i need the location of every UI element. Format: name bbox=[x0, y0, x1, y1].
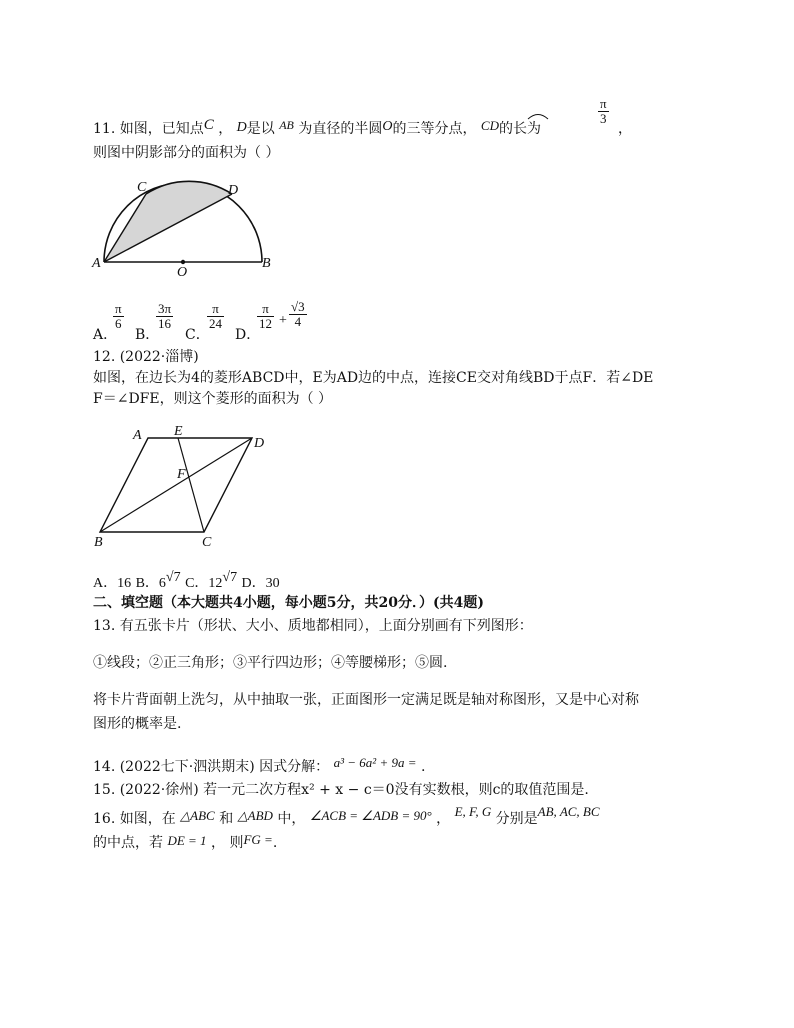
q11-option-d-frac2 bbox=[289, 300, 307, 329]
q11-text-4: 的三等分点， bbox=[392, 121, 477, 137]
q11-comma: ， bbox=[218, 121, 233, 137]
q11-d-den1: 12 bbox=[259, 316, 272, 331]
q11-text-2: 是以 bbox=[246, 121, 275, 137]
q16-text-2: 和 bbox=[219, 811, 234, 827]
q12-line2: F＝∠DFE，则这个菱形的面积为（ ） bbox=[93, 391, 333, 407]
q11-point-c: C bbox=[203, 117, 214, 133]
q12-option-d: D．30 bbox=[241, 576, 280, 591]
q11-option-a-frac bbox=[113, 302, 124, 331]
q12-option-b: B．6 bbox=[135, 576, 166, 591]
q11-option-c: C． bbox=[185, 327, 210, 343]
q13-line3: 将卡片背面朝上洗匀，从中抽取一张，正面图形一定满足既是轴对称图形，又是中心对称 bbox=[93, 692, 639, 708]
fig12-label-f: F bbox=[177, 467, 186, 482]
q13-line2: ①线段；②正三角形；③平行四边形；④等腰梯形；⑤圆. bbox=[93, 655, 448, 671]
q11-a-den: 6 bbox=[113, 316, 124, 331]
q16-line2 bbox=[93, 832, 277, 852]
section-2-heading: 二、填空题（本大题共4小题，每小题5分，共20分．）(共4题) bbox=[93, 595, 484, 611]
fig12-label-c: C bbox=[202, 535, 212, 550]
q16-triangle-abc: △ABC bbox=[180, 808, 215, 823]
fig11-label-o: O bbox=[177, 265, 188, 278]
q11-option-c-frac bbox=[207, 302, 224, 331]
q11-a-num: π bbox=[115, 301, 122, 316]
q11-frac-den: 3 bbox=[598, 111, 609, 126]
fig12-label-d: D bbox=[254, 436, 265, 451]
fig12-label-a: A bbox=[133, 428, 142, 443]
q12-options bbox=[93, 572, 280, 592]
q11-d-den2: 4 bbox=[289, 314, 307, 329]
q16-text-3: 中， bbox=[277, 811, 306, 827]
q11-text-3: 为直径的半圆 bbox=[298, 121, 383, 137]
q11-semicircle-figure bbox=[88, 178, 278, 278]
q11-text-1: 如图，已知点 bbox=[119, 121, 204, 137]
q16-segments: AB, AC, BC bbox=[537, 804, 600, 819]
q11-point-d: D bbox=[236, 120, 247, 135]
q16-fg: FG = bbox=[243, 832, 273, 847]
q11-text-5: 的长为 bbox=[498, 121, 541, 137]
arc-mark-icon bbox=[527, 112, 549, 120]
q14-text: 14. (2022七下·泗洪期末) 因式分解： bbox=[93, 759, 330, 775]
q14-end: . bbox=[420, 759, 426, 775]
q16-text-6: 的中点，若 bbox=[93, 835, 163, 851]
q11-d-num1: π bbox=[262, 301, 269, 316]
q11-b-den: 16 bbox=[156, 316, 173, 331]
q11-frac-num: π bbox=[600, 96, 607, 111]
q12-option-c-radical: √7 bbox=[222, 570, 238, 585]
q11-segment-ab: AB bbox=[279, 118, 294, 132]
fig11-label-c: C bbox=[137, 180, 147, 195]
q11-fraction-pi-3 bbox=[598, 97, 609, 126]
q11-option-a: A． bbox=[93, 327, 118, 343]
q11-option-d: D． bbox=[235, 327, 261, 343]
q16-text-4: ， bbox=[436, 811, 451, 827]
q16-line1 bbox=[93, 804, 600, 828]
q11-option-d-frac1 bbox=[257, 302, 274, 331]
q16-text-1: 16. 如图，在 bbox=[93, 811, 176, 827]
q14-line bbox=[93, 756, 425, 776]
q16-text-7: ， 则 bbox=[211, 835, 244, 851]
q16-text-5: 分别是 bbox=[495, 811, 538, 827]
q11-c-num: π bbox=[212, 301, 219, 316]
q16-triangle-abd: △ABD bbox=[237, 808, 273, 823]
q12-header: 12. (2022·淄博) bbox=[93, 349, 199, 365]
q11-b-num: 3π bbox=[158, 301, 172, 316]
q16-points-efg: E, F, G bbox=[454, 804, 492, 819]
q16-angle-condition: ∠ACB = ∠ADB = 90° bbox=[309, 808, 432, 823]
fig11-label-b: B bbox=[262, 256, 271, 271]
q11-d-num2: √3 bbox=[291, 299, 305, 314]
q13-line4: 图形的概率是. bbox=[93, 716, 182, 732]
fig11-label-d: D bbox=[228, 183, 239, 198]
q11-c-den: 24 bbox=[209, 316, 222, 331]
q11-line2: 则图中阴影部分的面积为（ ） bbox=[93, 145, 280, 161]
q11-number: 11. bbox=[93, 121, 116, 137]
q14-expression: a³ − 6a² + 9a = bbox=[333, 755, 417, 770]
q16-end: . bbox=[272, 835, 278, 851]
fig12-label-e: E bbox=[174, 424, 183, 439]
q11-line1 bbox=[93, 118, 541, 138]
q11-option-b-frac bbox=[156, 302, 173, 331]
q12-option-a: A．16 bbox=[93, 576, 132, 591]
q12-line1: 如图，在边长为4的菱形ABCD中，E为AD边的中点，连接CE交对角线BD于点F．若∠DE bbox=[93, 370, 654, 386]
fig11-label-a: A bbox=[92, 256, 101, 271]
q15-line: 15. (2022·徐州) 若一元二次方程x² + x − c＝0没有实数根，则c的取值范围是. bbox=[93, 782, 589, 798]
q11-arc-cd: CD bbox=[480, 118, 499, 133]
q13-line1: 13. 有五张卡片（形状、大小、质地都相同），上面分别画有下列图形： bbox=[93, 618, 533, 634]
q11-option-b: B． bbox=[135, 327, 160, 343]
q12-option-b-radical: √7 bbox=[165, 570, 181, 585]
q11-end-comma: ， bbox=[618, 121, 632, 137]
q16-de-value: DE = 1 bbox=[167, 833, 207, 848]
q11-option-d-plus: + bbox=[279, 313, 287, 328]
q12-rhombus-figure bbox=[88, 420, 278, 555]
fig12-label-b: B bbox=[94, 535, 103, 550]
q11-center-o: O bbox=[382, 119, 393, 134]
q12-option-c: C．12 bbox=[185, 576, 223, 591]
